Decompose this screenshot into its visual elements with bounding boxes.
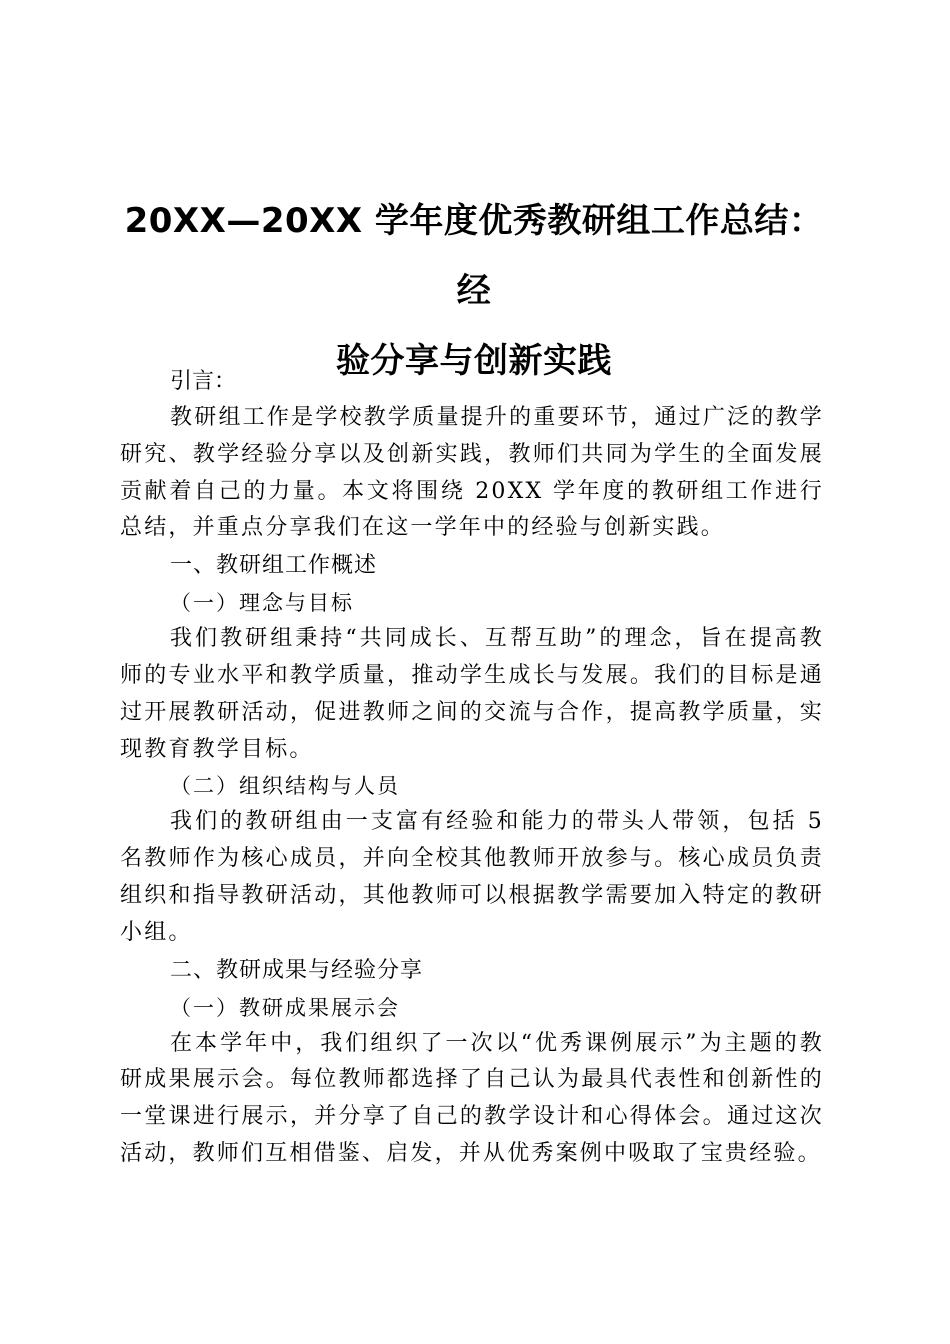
section-1-2-heading: （二）组织结构与人员 <box>170 774 400 799</box>
document-body <box>120 364 824 1173</box>
section-1-1-paragraph: 我们教研组秉持“共同成长、互帮互助”的理念，旨在提高教师的专业水平和教学质量，推动学生成长与发展。我们的目标是通过开展教研活动，促进教师之间的交流与合作，提高教学质量，实现教育教学目标。 <box>120 626 824 762</box>
section-2-heading: 二、教研成果与经验分享 <box>170 957 424 983</box>
section-2-1-heading: （一）教研成果展示会 <box>170 995 400 1020</box>
section-2-1-paragraph: 在本学年中，我们组织了一次以“优秀课例展示”为主题的教研成果展示会。每位教师都选择了自己认为最具代表性和创新性的一堂课进行展示，并分享了自己的教学设计和心得体会。通过这次活动，教师们互相借鉴、启发，并从优秀案例中吸取了宝贵经验。 <box>120 1030 824 1166</box>
title-line-1: 20XX—20XX 学年度优秀教研组工作总结：经 <box>124 201 824 311</box>
section-1-heading: 一、教研组工作概述 <box>170 553 378 579</box>
section-1-2-paragraph: 我们的教研组由一支富有经验和能力的带头人带领，包括 5 名教师作为核心成员，并向全校其他教师开放参与。核心成员负责组织和指导教研活动，其他教师可以根据教学需要加入特定的教研小组。 <box>120 809 824 945</box>
intro-paragraph: 教研组工作是学校教学质量提升的重要环节，通过广泛的教学研究、教学经验分享以及创新实践，教师们共同为学生的全面发展贡献着自己的力量。本文将围绕 20XX 学年度的教研组工作进行总结，并重点分享我们在这一学年中的经验与创新实践。 <box>120 405 824 541</box>
section-1-1-heading: （一）理念与目标 <box>170 591 354 616</box>
title-line-2: 验分享与创新实践 <box>336 341 612 381</box>
intro-label: 引言： <box>170 369 237 394</box>
